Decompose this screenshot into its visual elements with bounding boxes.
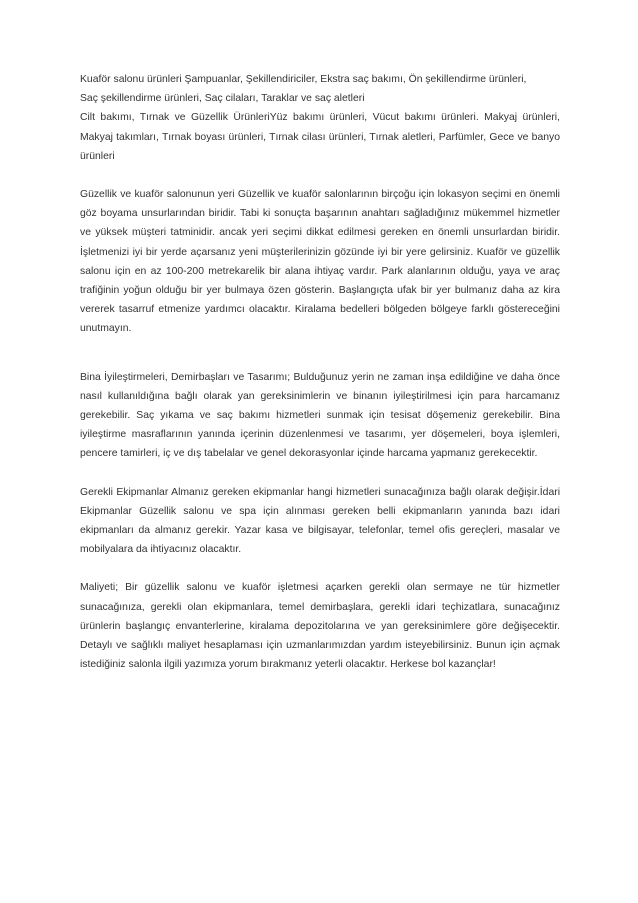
paragraph-location: Güzellik ve kuaför salonunun yeri Güzellik ve kuaför salonlarının birçoğu için lokasyon seçimi en önemli göz boyama unsurlarından biridir. Tabi ki sonuçta başarının anahtarı sağladığınız mükemmel hizmetler ve yüksek müşteri tatminidir. ancak yeri seçimi dikkat edilmesi gereken en önemli unsurlardan biridir. İşletmenizi iyi bir yerde açarsanız yeni müşterilerinizin gözünde iyi bir yere gelirsiniz. Kuaför ve güzellik salonu için en az 100-200 metrekarelik bir alana ihtiyaç vardır. Park alanlarının olduğu, yaya ve araç trafiğinin yoğun olduğu bir yer bulmaya özen gösterin. Başlangıçta ufak bir yer bulmanız daha az kira vererek tasarruf etmenize yardımcı olacaktır. Kiralama bedelleri bölgeden bölgeye farklı göstereceğini unutmayın. bbox=[80, 189, 560, 335]
paragraph-equipment: Gerekli Ekipmanlar Almanız gereken ekipmanlar hangi hizmetleri sunacağınıza bağlı olarak değişir.İdari Ekipmanlar Güzellik salonu ve spa için alınması gereken belli ekipmanların yanında bazı idari ekipmanları da almanız gerekir. Yazar kasa ve bilgisayar, telefonlar, temel ofis gereçleri, masalar ve mobilyalara da ihtiyacınız olacaktır. bbox=[80, 486, 560, 556]
intro-line-skin-nail-care: Cilt bakımı, Tırnak ve Güzellik ÜrünleriYüz bakımı ürünleri, Vücut bakımı ürünleri. Makyaj ürünleri, Makyaj takımları, Tırnak boyası ürünleri, Tırnak cilası ürünleri, Tırnak aletleri, Parfümler, Gece ve banyo ürünleri bbox=[80, 112, 560, 162]
intro-line-hair-styling: Saç şekillendirme ürünleri, Saç cilaları, Taraklar ve saç aletleri bbox=[80, 93, 365, 105]
document-page bbox=[80, 70, 560, 674]
paragraph-building-improvements: Bina İyileştirmeleri, Demirbaşları ve Tasarımı; Bulduğunuz yerin ne zaman inşa edildiğine ve daha önce nasıl kullanıldığına bağlı olarak yan gereksinimlerin ve binanın iyileştirilmesi için para harcamanız gerekebilir. Saç yıkama ve saç bakımı hizmetleri sunmak için tesisat döşemeniz gerekebilir. Bina iyileştirme masraflarının yanında içerinin düzenlenmesi ve tasarımı, yer döşemeleri, boya işlemleri, pencere tamirleri, iç ve dış tabelalar ve genel dekorasyonlar içinde harcama yapmanız gerekecektir. bbox=[80, 371, 560, 460]
intro-line-products: Kuaför salonu ürünleri Şampuanlar, Şekillendiriciler, Ekstra saç bakımı, Ön şekillendirme ürünleri, bbox=[80, 74, 527, 85]
paragraph-cost: Maliyeti; Bir güzellik salonu ve kuaför işletmesi açarken gerekli olan sermaye ne tür hizmetler sunacağınıza, gerekli olan ekipmanlara, temel demirbaşlara, gerekli idari teçhizatlara, sunacağınız ürünlerin başlangıç envanterlerine, kiralama depozitolarına ve yan gereksinimlere göre değişecektir. Detaylı ve sağlıklı maliyet hesaplaması için uzmanlarımızdan yardım isteyebilirsiniz. Bunun için açmak istediğiniz salonla ilgili yazımıza yorum bırakmanız yeterli olacaktır. Herkese bol kazançlar! bbox=[80, 582, 560, 671]
